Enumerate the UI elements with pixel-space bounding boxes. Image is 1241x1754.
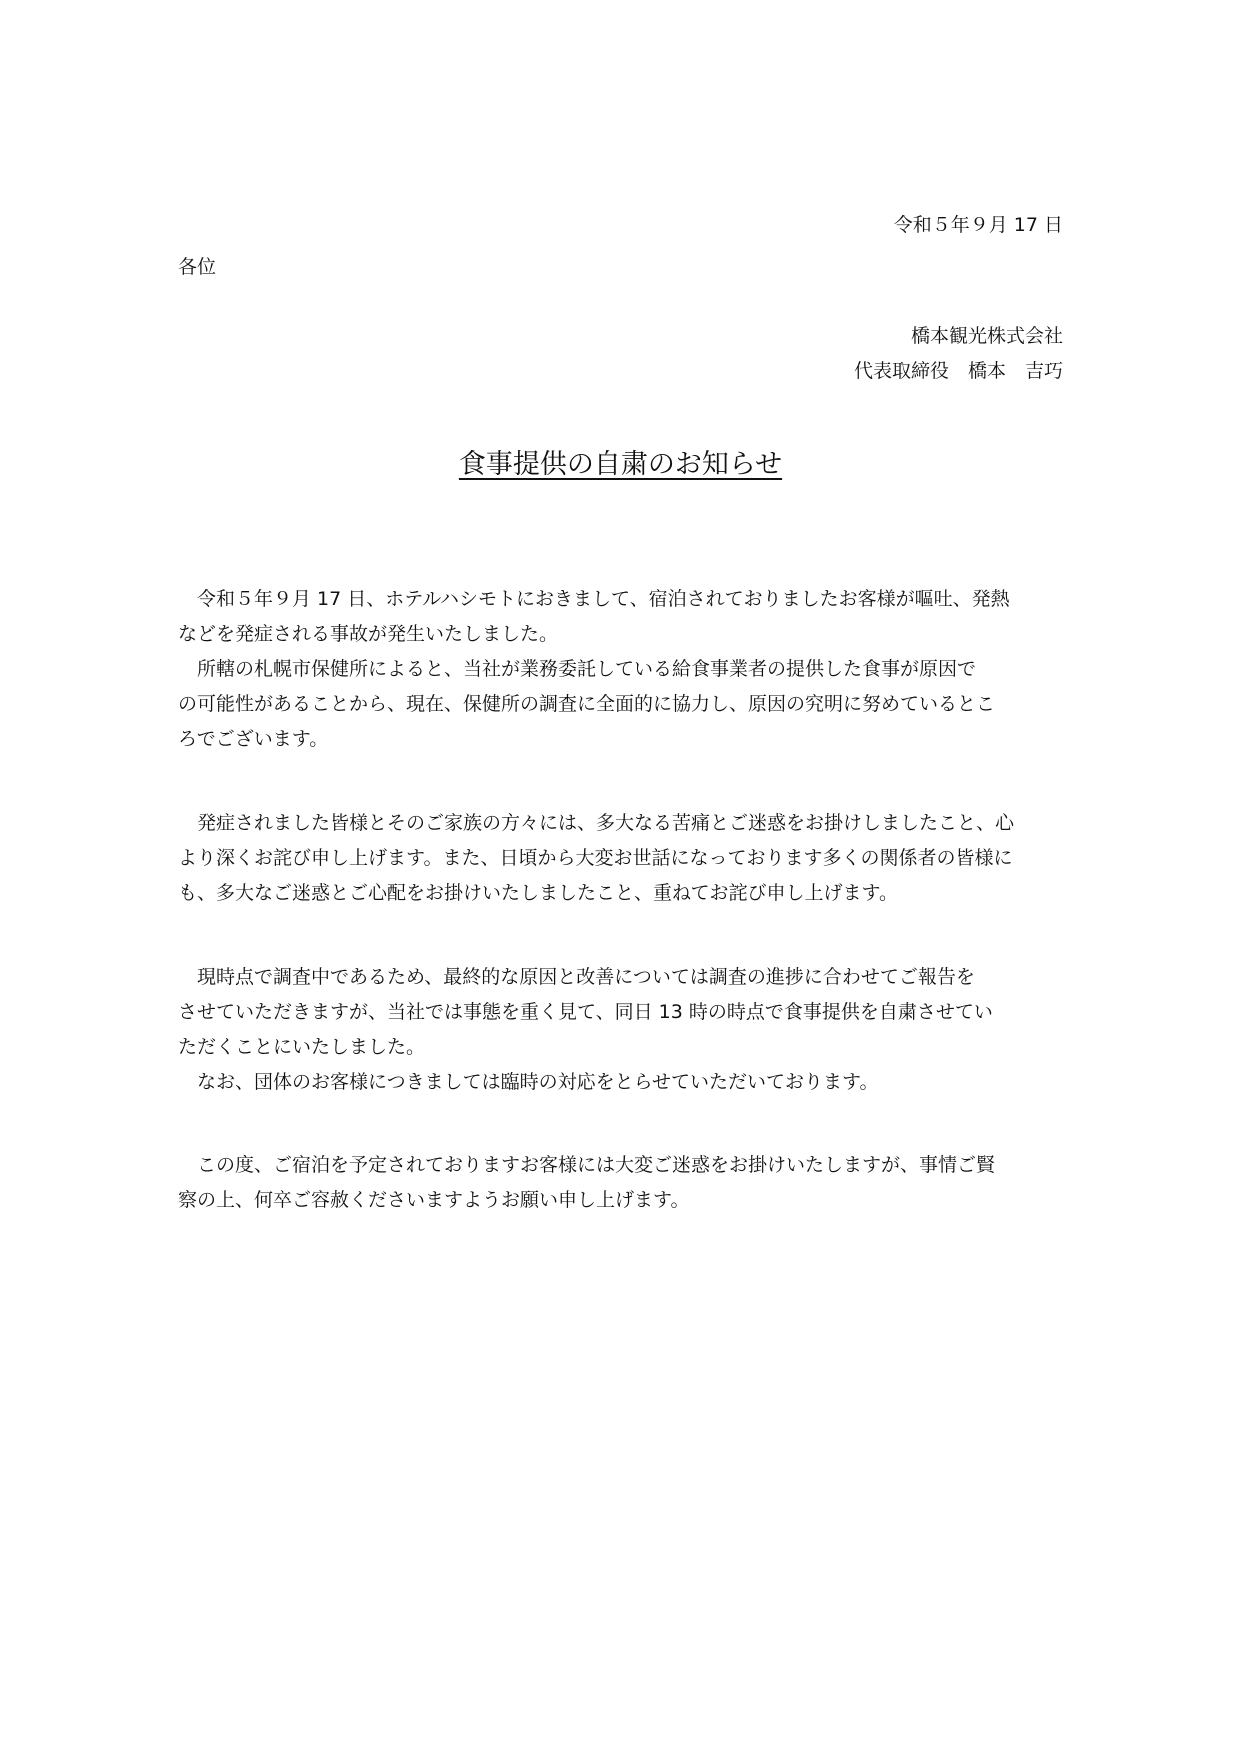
body-line: より深くお詫び申し上げます。また、日頃から大変お世話になっております多くの関係者の皆様に bbox=[178, 847, 1013, 869]
document-date: 令和５年９月 17 日 bbox=[893, 214, 1063, 236]
company-name: 橋本観光株式会社 bbox=[910, 325, 1063, 347]
body-line: 令和５年９月 17 日、ホテルハシモトにおきまして、宿泊されておりましたお客様が嘔吐、発熱 bbox=[178, 588, 1010, 610]
body-line: ろでございます。 bbox=[178, 728, 329, 750]
document-title bbox=[0, 448, 1241, 482]
body-line: 所轄の札幌市保健所によると、当社が業務委託している給食事業者の提供した食事が原因で bbox=[178, 658, 977, 680]
body-line: も、多大なご迷惑とご心配をお掛けいたしましたこと、重ねてお詫び申し上げます。 bbox=[178, 882, 899, 904]
body-line: させていただきますが、当社では事態を重く見て、同日 13 時の時点で食事提供を自粛させてい bbox=[178, 1001, 993, 1023]
body-line: なお、団体のお客様につきましては臨時の対応をとらせていただいております。 bbox=[178, 1071, 879, 1093]
representative-name: 代表取締役 橋本 吉巧 bbox=[853, 360, 1063, 382]
document-title-text: 食事提供の自粛のお知らせ bbox=[458, 449, 783, 480]
body-line: 現時点で調査中であるため、最終的な原因と改善については調査の進捗に合わせてご報告を bbox=[178, 966, 975, 988]
body-line: この度、ご宿泊を予定されておりますお客様には大変ご迷惑をお掛けいたしますが、事情ご賢 bbox=[178, 1154, 996, 1176]
body-line: ただくことにいたしました。 bbox=[178, 1036, 426, 1058]
body-line: 発症されました皆様とそのご家族の方々には、多大なる苦痛とご迷惑をお掛けしましたこと、心 bbox=[178, 812, 1015, 834]
recipient-salutation: 各位 bbox=[178, 256, 217, 278]
body-line: の可能性があることから、現在、保健所の調査に全面的に協力し、原因の究明に努めているとこ bbox=[178, 693, 996, 715]
body-line: などを発症される事故が発生いたしました。 bbox=[178, 623, 559, 645]
body-line: 察の上、何卒ご容赦くださいますようお願い申し上げます。 bbox=[178, 1189, 690, 1211]
